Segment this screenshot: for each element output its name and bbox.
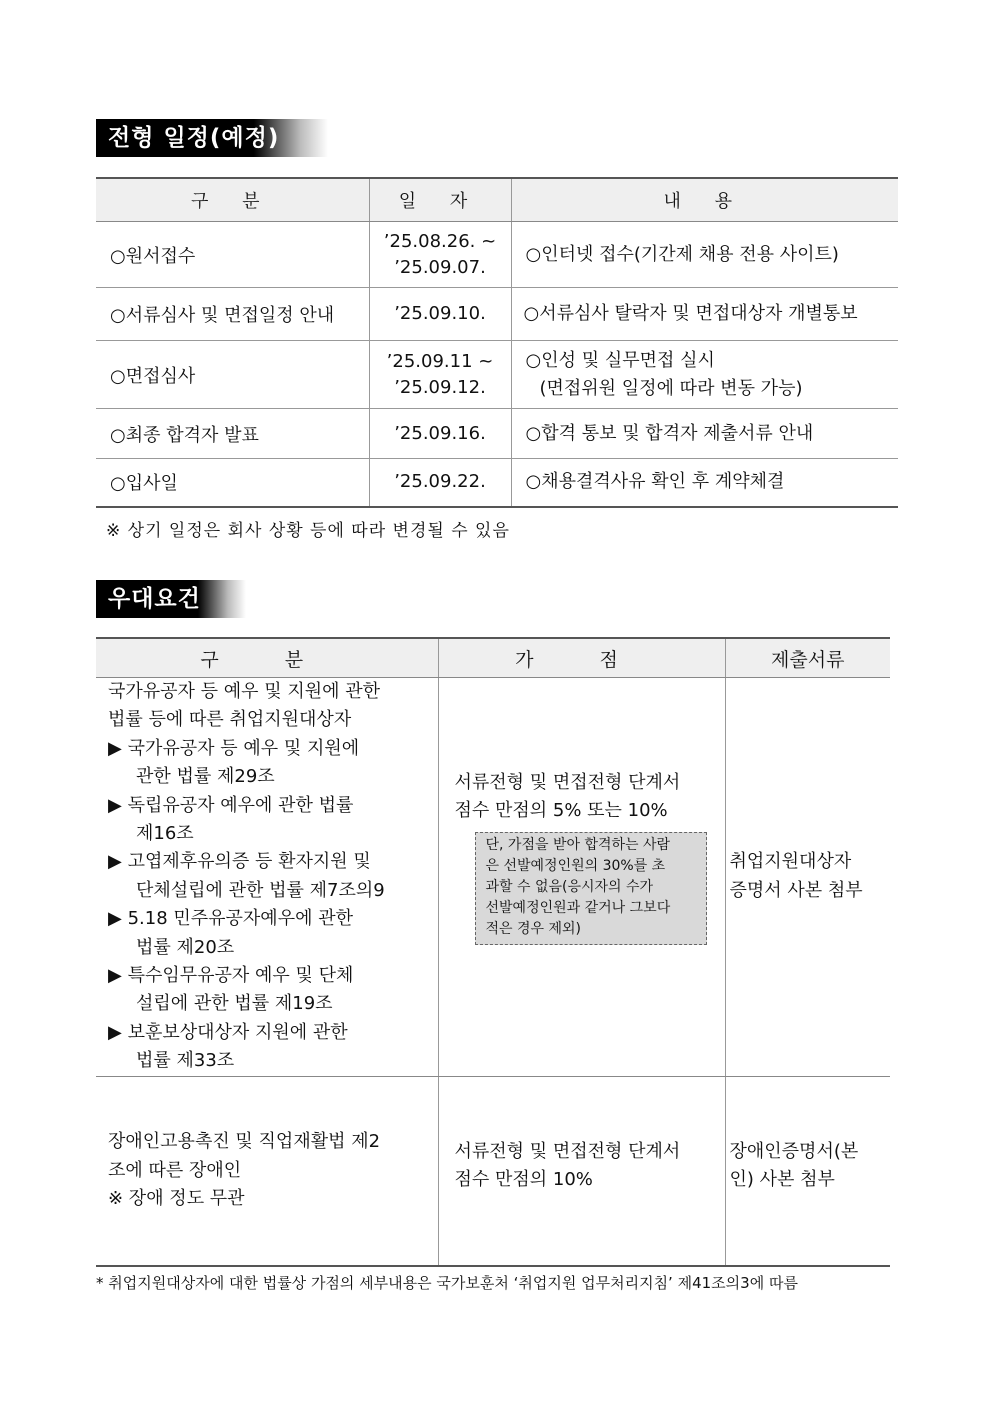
list-item: ▶ 5.18 민주유공자예우에 관한 법률 제20조 [108,908,353,958]
list-item: ▶ 특수임무유공자 예우 및 단체 설립에 관한 법률 제19조 [108,965,354,1015]
schedule-date: ’25.09.10. [369,288,511,341]
header-date: 일 자 [369,178,511,222]
schedule-content: ○채용결격사유 확인 후 계약체결 [525,471,785,493]
header-points: 가 점 [438,638,725,678]
schedule-content: ○인터넷 접수(기간제 채용 전용 사이트) [511,222,898,288]
schedule-content: ○서류심사 탈락자 및 면접대상자 개별통보 [511,288,898,341]
table-row [96,409,898,459]
preference-header-row [96,638,890,678]
preference-category: 장애인고용촉진 및 직업재활법 제2 조에 따른 장애인 ※ 장애 정도 무관 [96,1076,438,1266]
table-row [96,222,898,288]
preference-category: 국가유공자 등 예우 및 지원에 관한 법률 등에 따른 취업지원대상자 ▶ 국가유공자 등 예우 및 지원에 관한 법률 제29조 ▶ 독립유공자 예우에 관한 법률 제16조 ▶ 고엽제후유의증 등 환자지원 및 단체설립에 관한 법률 제7조의9 ▶ 5.18 민주유공자예우에 관한 법률 제20조 ▶ 특수임무유공자 예우 및 단체 설립에 관한 법률 제19조 ▶ 보훈보상대상자 지원에 관한 법률 제33조 [96,678,438,1077]
table-row [96,678,890,1077]
schedule-date: ’25.09.11 ~ ’25.09.12. [369,341,511,409]
schedule-header-row [96,178,898,222]
preference-table [96,637,890,1267]
exception-note-box: 단, 가점을 받아 합격하는 사람 은 선발예정인원의 30%를 초 과할 수 없음(응시자의 수가 선발예정인원과 같거나 그보다 적은 경우 제외) [475,832,707,945]
schedule-item: ○입사일 [110,473,178,495]
header-category: 구 분 [96,638,438,678]
preference-points: 서류전형 및 면접전형 단계서 점수 만점의 5% 또는 10% 단, 가점을 받아 합격하는 사람 은 선발예정인원의 30%를 초 과할 수 없음(응시자의 수가 선발예정인원과 같거나 그보다 적은 경우 제외) [438,678,725,1077]
schedule-date: ’25.09.16. [369,409,511,459]
list-item: ▶ 고엽제후유의증 등 환자지원 및 단체설립에 관한 법률 제7조의9 [108,851,385,901]
table-row [96,459,898,507]
list-item: ▶ 독립유공자 예우에 관한 법률 제16조 [108,794,354,845]
header-content: 내 용 [511,178,898,222]
preference-documents: 장애인증명서(본 인) 사본 첨부 [725,1076,890,1266]
table-row [96,1076,890,1266]
schedule-item: ○원서접수 [96,222,369,288]
list-item: ▶ 국가유공자 등 예우 및 지원에 관한 법률 제29조 [108,737,360,788]
schedule-table [96,177,898,508]
table-row [96,341,898,409]
header-category: 구 분 [96,178,369,222]
schedule-item: ○최종 합격자 발표 [96,409,369,459]
section-title-preference: 우대요건 [96,580,246,618]
schedule-note: ※ 상기 일정은 회사 상황 등에 따라 변경될 수 있음 [106,521,510,541]
header-documents: 제출서류 [725,638,890,678]
schedule-date: ’25.08.26. ~ ’25.09.07. [369,222,511,288]
schedule-content: ○합격 통보 및 합격자 제출서류 안내 [511,409,898,459]
list-item: ▶ 보훈보상대상자 지원에 관한 법률 제33조 [108,1021,348,1072]
schedule-content: ○인성 및 실무면접 실시 (면접위원 일정에 따라 변동 가능) [511,341,898,409]
preference-points: 서류전형 및 면접전형 단계서 점수 만점의 10% [438,1076,725,1266]
section-title-schedule: 전형 일정(예정) [96,119,328,157]
schedule-item: ○면접심사 [96,341,369,409]
schedule-date: ’25.09.22. [369,459,511,507]
schedule-item: ○서류심사 및 면접일정 안내 [96,288,369,341]
preference-documents: 취업지원대상자 증명서 사본 첨부 [725,678,890,1077]
table-row [96,288,898,341]
footnote: * 취업지원대상자에 대한 법률상 가점의 세부내용은 국가보훈처 ‘취업지원 업무처리지침’ 제41조의3에 따름 [96,1274,798,1292]
